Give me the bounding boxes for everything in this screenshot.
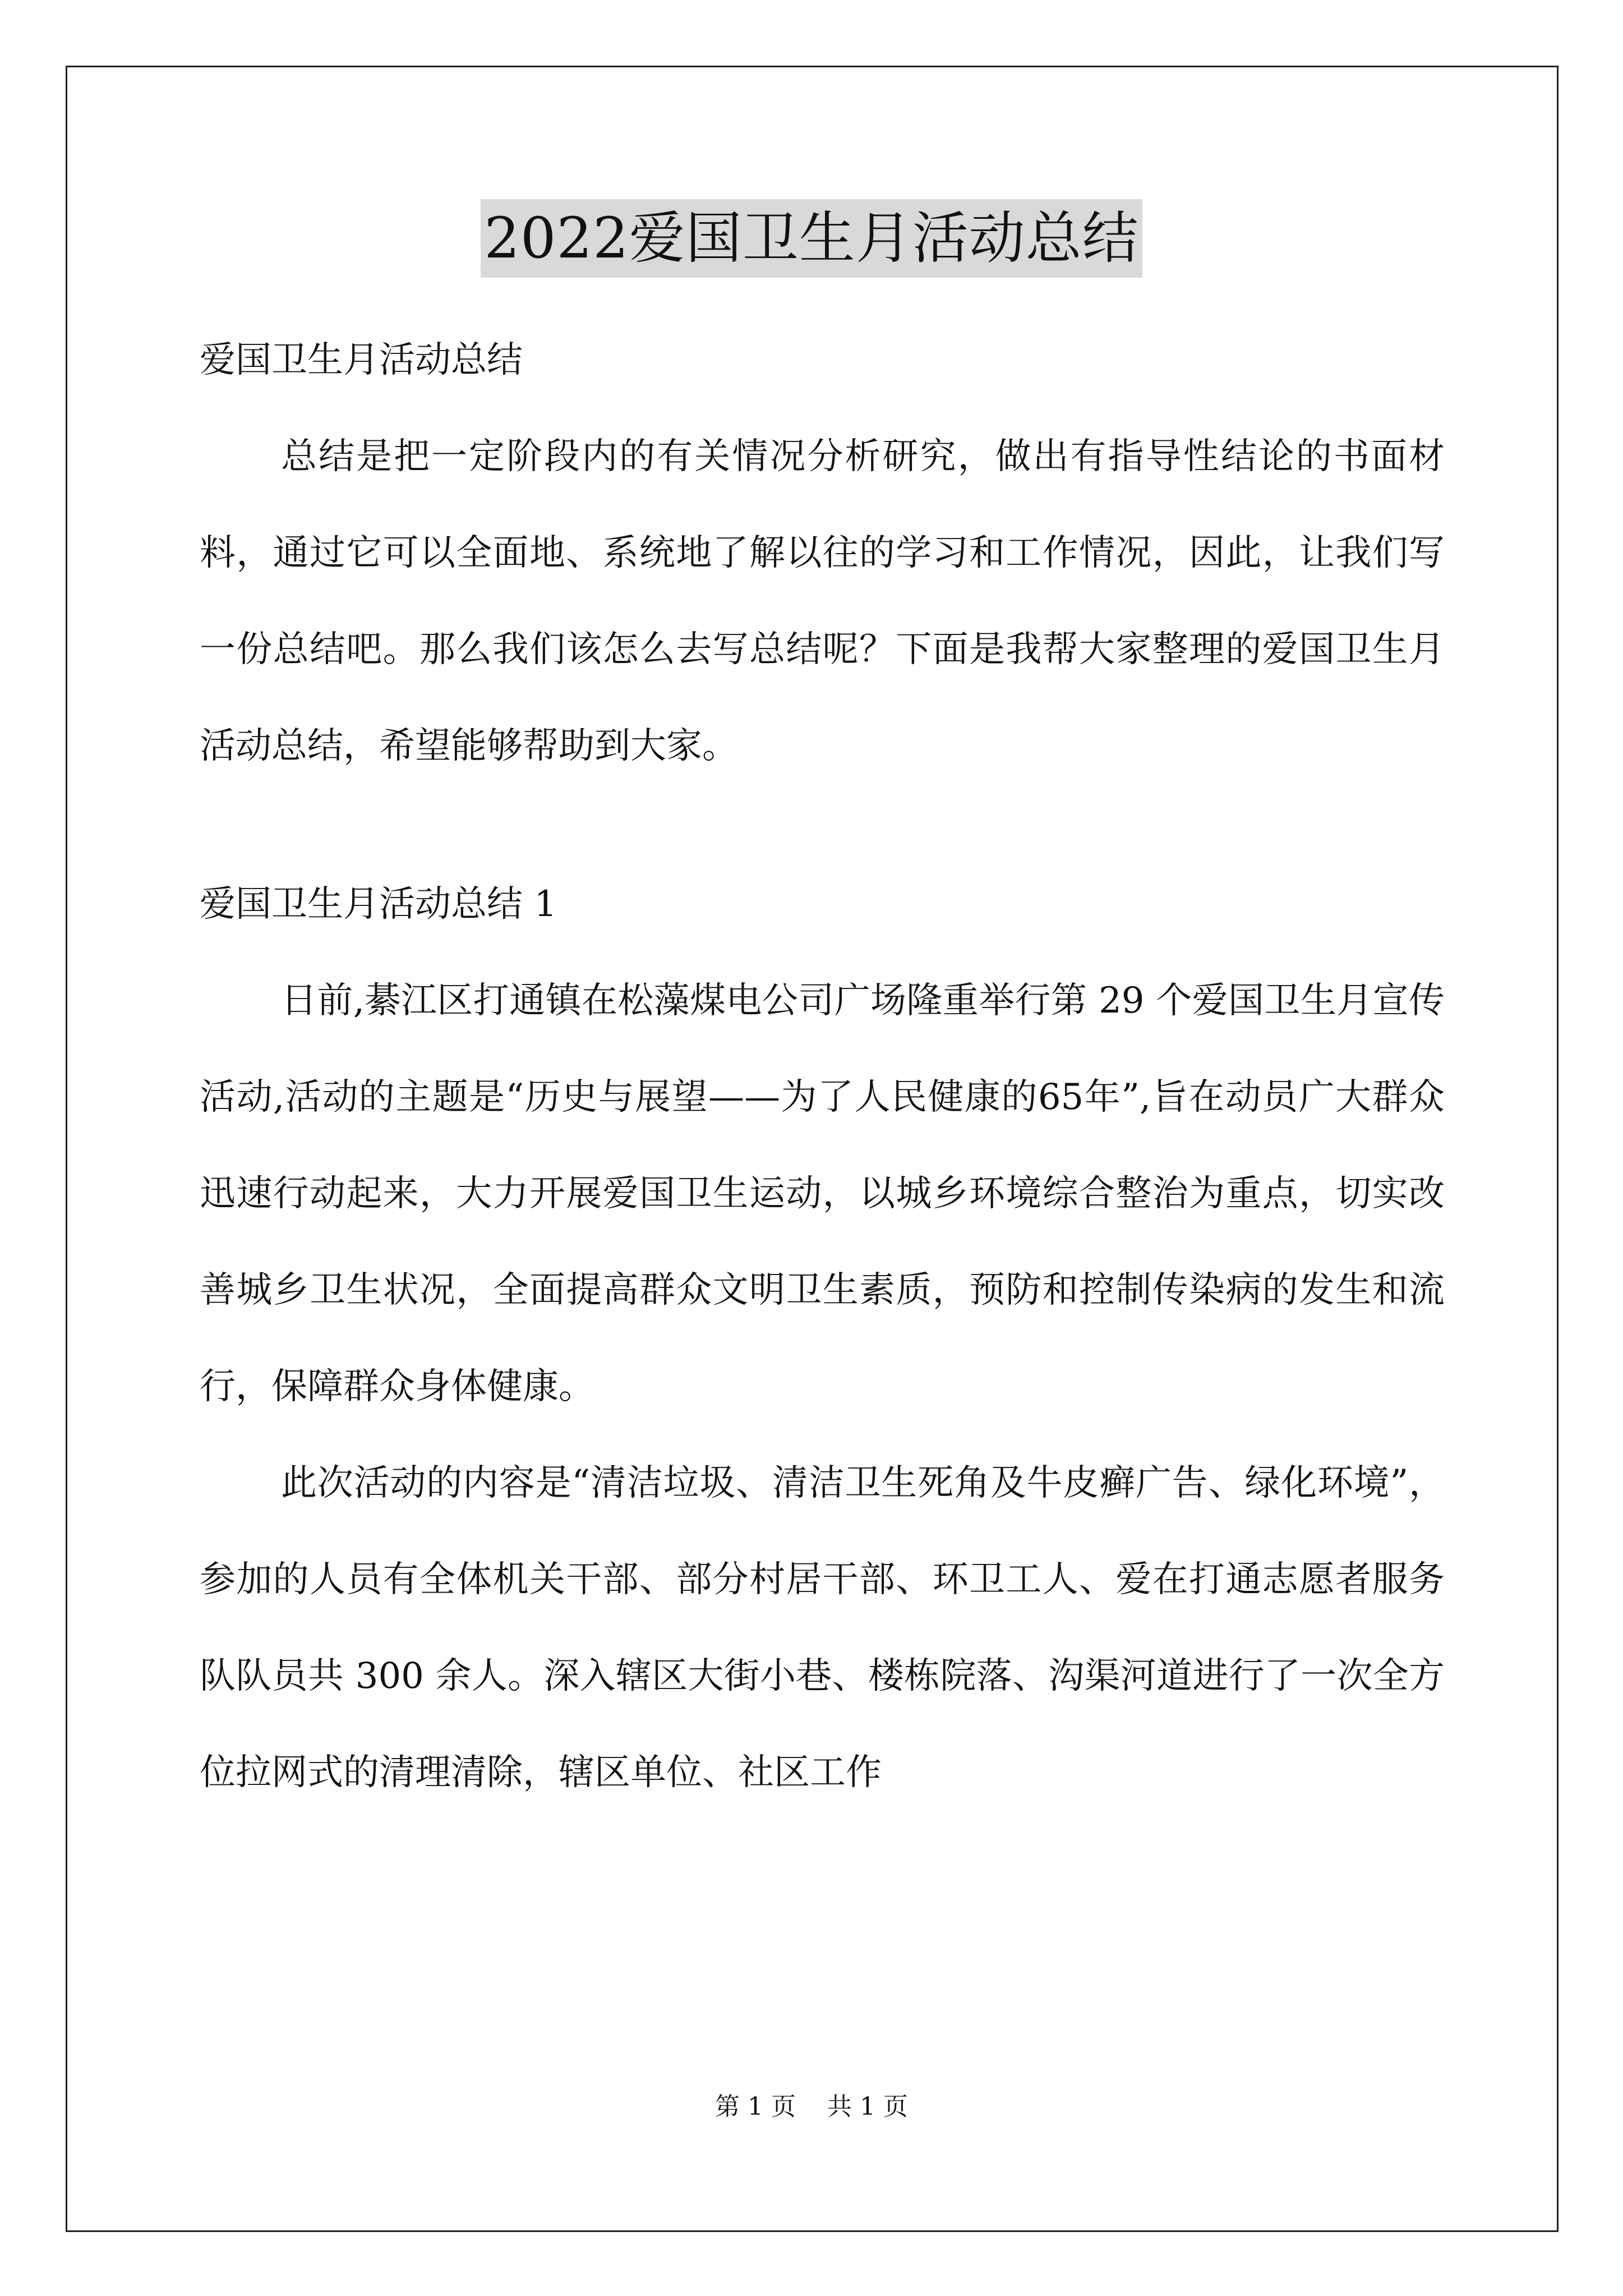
title-container (0, 199, 1623, 278)
section1-heading: 爱国卫生月活动总结 1 (200, 884, 557, 925)
section-gap (200, 794, 1445, 856)
document-body (200, 312, 1445, 1821)
page-number-label: 第 1 页 共 1 页 (715, 2092, 908, 2121)
page-footer (0, 2090, 1623, 2124)
intro-paragraph: 总结是把一定阶段内的有关情况分析研究，做出有指导性结论的书面材料，通过它可以全面地、系统地了解以往的学习和工作情况，因此，让我们写一份总结吧。那么我们该怎么去写总结呢？下面是我帮大家整理的爱国卫生月活动总结，希望能够帮助到大家。 (200, 436, 1445, 767)
section1-paragraph-1: 日前,綦江区打通镇在松藻煤电公司广场隆重举行第 29 个爱国卫生月宣传活动,活动的主题是“历史与展望——为了人民健康的65年”,旨在动员广大群众迅速行动起来，大力开展爱国卫生运动，以城乡环境综合整治为重点，切实改善城乡卫生状况，全面提高群众文明卫生素质，预防和控制传染病的发生和流行，保障群众身体健康。 (200, 980, 1445, 1407)
document-title: 2022爱国卫生月活动总结 (481, 199, 1142, 278)
section1-paragraph-2: 此次活动的内容是“清洁垃圾、清洁卫生死角及牛皮癣广告、绿化环境”，参加的人员有全体机关干部、部分村居干部、环卫工人、爱在打通志愿者服务队队员共 300 余人。深入辖区大街小巷、楼栋院落、沟渠河道进行了一次全方位拉网式的清理清除，辖区单位、社区工作 (200, 1462, 1445, 1793)
intro-heading: 爱国卫生月活动总结 (200, 339, 523, 381)
